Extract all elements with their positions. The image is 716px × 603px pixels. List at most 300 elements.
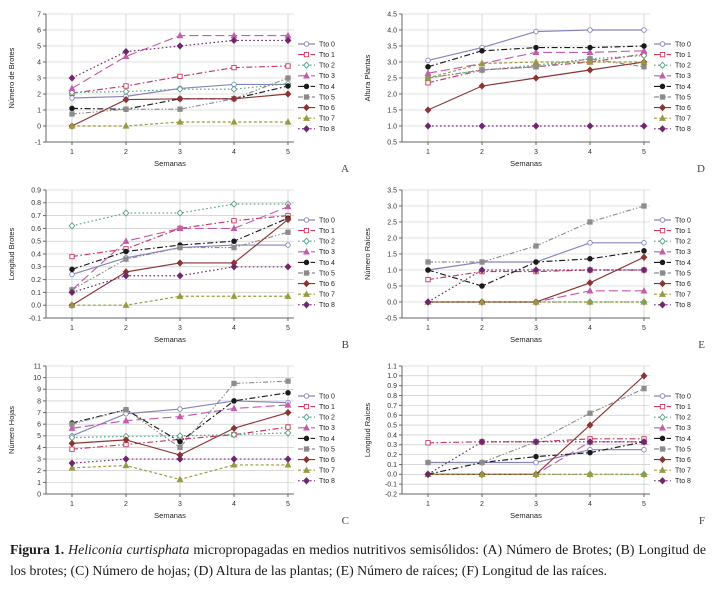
y-axis-title: Número Hojas	[7, 406, 16, 454]
legend-marker-tto-8	[660, 302, 666, 308]
marker-tto-3	[123, 238, 128, 243]
marker-tto-8	[69, 75, 75, 81]
y-tick-label: 1	[37, 107, 41, 115]
legend-label: Tto 4	[319, 83, 335, 91]
panel-letter: B	[341, 339, 349, 351]
marker-tto-5	[588, 411, 592, 415]
y-tick-label: 5	[37, 43, 41, 51]
marker-tto-8	[231, 456, 237, 462]
y-tick-label: 0.8	[387, 392, 397, 400]
legend-item-tto-8	[654, 478, 691, 485]
x-tick-label: 1	[426, 149, 430, 156]
x-tick-label: 3	[178, 501, 182, 508]
marker-tto-8	[123, 49, 129, 55]
legend-label: Tto 1	[319, 52, 335, 59]
legend-label: Tto 0	[319, 217, 335, 225]
legend-label: Tto 5	[675, 446, 691, 454]
marker-tto-6	[177, 260, 183, 266]
x-axis-title: Semanas	[154, 159, 186, 168]
x-tick-label: 5	[286, 501, 290, 508]
marker-tto-5	[426, 260, 430, 264]
marker-tto-5	[124, 257, 128, 261]
marker-tto-1	[178, 74, 182, 78]
marker-tto-4	[534, 454, 539, 459]
marker-tto-4	[232, 239, 237, 244]
legend-marker-tto-0	[660, 394, 665, 399]
marker-tto-0	[588, 28, 593, 33]
legend-marker-tto-2	[304, 62, 310, 68]
panel-letter: A	[341, 163, 349, 175]
marker-tto-4	[426, 268, 431, 273]
figure-caption	[10, 540, 706, 581]
legend-marker-tto-8	[304, 478, 310, 484]
x-tick-label: 2	[480, 149, 484, 156]
panel-letter: D	[697, 163, 705, 175]
marker-tto-8	[587, 123, 593, 129]
marker-tto-6	[425, 107, 431, 113]
legend-label: Tto 7	[675, 467, 691, 475]
marker-tto-8	[285, 456, 291, 462]
y-tick-label: -1	[34, 139, 41, 147]
legend-marker-tto-8	[660, 478, 666, 484]
legend-item-tto-6	[654, 281, 691, 288]
y-tick-label: 7	[37, 409, 41, 417]
y-tick-label: 2	[37, 468, 41, 476]
legend-marker-tto-1	[660, 52, 664, 56]
x-tick-label: 4	[588, 149, 592, 156]
y-tick-labels	[385, 363, 397, 498]
legend-item-tto-0	[298, 393, 335, 400]
x-tick-label: 2	[480, 501, 484, 508]
legend-marker-tto-0	[304, 218, 309, 223]
y-tick-label: 11	[33, 363, 41, 371]
legend-marker-tto-4	[304, 436, 309, 441]
marker-tto-0	[534, 29, 539, 34]
marker-tto-4	[588, 257, 593, 262]
legend-label: Tto 3	[319, 425, 335, 433]
y-tick-label: 2.5	[387, 75, 397, 83]
marker-tto-5	[232, 245, 236, 249]
x-axis-title: Semanas	[510, 511, 542, 520]
marker-tto-2	[285, 430, 291, 436]
marker-tto-3	[587, 288, 592, 293]
y-tick-label: 0.7	[31, 213, 41, 220]
marker-tto-3	[69, 86, 74, 91]
legend-label: Tto 0	[675, 393, 691, 401]
legend-marker-tto-5	[304, 271, 308, 275]
chart-d-altura-plantas	[358, 4, 712, 180]
marker-tto-6	[285, 91, 291, 97]
marker-tto-8	[69, 460, 75, 466]
legend-marker-tto-6	[660, 281, 666, 287]
legend-item-tto-0	[298, 41, 335, 48]
legend-label: Tto 2	[675, 414, 691, 422]
marker-tto-5	[178, 107, 182, 111]
x-tick-label: 4	[588, 325, 592, 332]
legend-label: Tto 4	[319, 435, 335, 443]
legend-item-tto-2	[298, 414, 335, 421]
legend-marker-tto-5	[660, 95, 664, 99]
marker-tto-6	[69, 440, 75, 446]
legend-marker-tto-0	[304, 42, 309, 47]
x-tick-labels	[426, 501, 646, 508]
legend-label: Tto 4	[319, 259, 335, 267]
marker-tto-5	[178, 445, 182, 449]
marker-tto-1	[286, 425, 290, 429]
x-tick-label: 3	[178, 149, 182, 156]
x-tick-label: 2	[480, 325, 484, 332]
legend-marker-tto-2	[304, 414, 310, 420]
charts-grid	[2, 4, 716, 532]
legend-label: Tto 7	[675, 291, 691, 299]
legend-item-tto-8	[298, 126, 335, 133]
y-tick-label: 0.5	[387, 422, 397, 430]
x-tick-label: 3	[534, 149, 538, 156]
legend-marker-tto-5	[304, 447, 308, 451]
legend-label: Tto 8	[319, 126, 335, 134]
marker-tto-2	[177, 210, 183, 216]
y-tick-labels	[35, 11, 41, 146]
legend-label: Tto 1	[319, 228, 335, 235]
legend-item-tto-6	[654, 105, 691, 112]
legend-marker-tto-0	[660, 42, 665, 47]
x-axis-title: Semanas	[510, 335, 542, 344]
legend-marker-tto-5	[660, 271, 664, 275]
y-axis-title: Longitud Brotes	[7, 227, 16, 281]
marker-tto-7	[231, 293, 236, 298]
x-tick-label: 5	[642, 149, 646, 156]
y-tick-label: 1.5	[387, 251, 397, 259]
marker-tto-5	[286, 379, 290, 383]
legend-item-tto-4	[298, 436, 335, 443]
legend-label: Tto 5	[675, 270, 691, 278]
legend-label: Tto 7	[675, 115, 691, 123]
x-tick-label: 5	[286, 149, 290, 156]
legend-label: Tto 2	[675, 62, 691, 70]
legend-item-tto-0	[654, 217, 691, 224]
marker-tto-0	[70, 96, 75, 101]
caption-species: Heliconia curtisphata	[64, 542, 190, 557]
x-tick-label: 5	[286, 325, 290, 332]
marker-tto-8	[123, 456, 129, 462]
marker-tto-0	[178, 407, 183, 412]
legend-label: Tto 5	[675, 94, 691, 102]
legend-marker-tto-4	[660, 84, 665, 89]
marker-tto-1	[426, 441, 430, 445]
x-tick-label: 4	[232, 501, 236, 508]
legend-item-tto-8	[654, 126, 691, 133]
legend-label: Tto 5	[319, 94, 335, 102]
panel-letter: F	[698, 515, 705, 527]
legend-label: Tto 2	[319, 62, 335, 70]
marker-tto-6	[587, 67, 593, 73]
y-tick-label: 0.2	[31, 277, 41, 284]
marker-tto-5	[534, 65, 538, 69]
legend-item-tto-4	[654, 260, 691, 267]
legend-item-tto-2	[654, 238, 691, 245]
y-tick-label: 0.2	[387, 452, 397, 460]
gridlines	[46, 366, 294, 494]
legend-label: Tto 8	[319, 478, 335, 486]
legend-label: Tto 4	[675, 435, 691, 443]
legend-label: Tto 6	[319, 281, 335, 288]
legend-label: Tto 2	[319, 238, 335, 246]
legend-item-tto-3	[298, 425, 335, 432]
legend-item-tto-6	[298, 281, 335, 288]
legend-marker-tto-6	[660, 105, 666, 111]
marker-tto-0	[534, 460, 539, 465]
marker-tto-8	[177, 43, 183, 49]
y-tick-label: 3	[37, 75, 41, 83]
marker-tto-4	[286, 390, 291, 395]
marker-tto-4	[588, 450, 593, 455]
legend-item-tto-6	[298, 105, 335, 112]
marker-tto-8	[231, 264, 237, 270]
legend	[654, 41, 691, 133]
legend-marker-tto-0	[660, 218, 665, 223]
gridlines	[402, 14, 650, 142]
legend-marker-tto-5	[660, 447, 664, 451]
legend-item-tto-8	[298, 302, 335, 309]
y-tick-labels	[33, 363, 41, 498]
x-tick-labels	[70, 501, 290, 508]
y-tick-label: 3.0	[387, 203, 397, 211]
legend-label: Tto 8	[675, 302, 691, 310]
legend	[298, 41, 335, 133]
marker-tto-5	[534, 244, 538, 248]
legend-item-tto-5	[298, 94, 335, 101]
y-tick-label: 4.5	[387, 11, 397, 19]
y-tick-label: 0.5	[31, 238, 41, 246]
marker-tto-4	[588, 45, 593, 50]
legend-label: Tto 1	[319, 404, 335, 411]
marker-tto-0	[642, 28, 647, 33]
y-tick-label: 7	[37, 11, 41, 19]
legend-label: Tto 0	[675, 41, 691, 49]
y-tick-label: 0.3	[31, 264, 41, 272]
marker-tto-5	[480, 460, 484, 464]
x-tick-labels	[426, 325, 646, 332]
x-tick-labels	[70, 325, 290, 332]
marker-tto-8	[641, 123, 647, 129]
y-tick-label: 0.1	[31, 289, 41, 297]
marker-tto-0	[286, 243, 291, 248]
legend-item-tto-1	[654, 52, 691, 59]
x-axis-title: Semanas	[154, 511, 186, 520]
y-tick-label: 1.0	[387, 267, 397, 275]
marker-tto-1	[286, 64, 290, 68]
legend-item-tto-2	[298, 238, 335, 245]
y-tick-label: 1.0	[387, 123, 397, 131]
x-tick-label: 1	[426, 325, 430, 332]
legend-item-tto-0	[298, 217, 335, 224]
marker-tto-4	[426, 65, 431, 70]
y-tick-labels	[387, 11, 397, 146]
legend-label: Tto 7	[319, 291, 335, 299]
marker-tto-1	[70, 254, 74, 258]
legend-marker-tto-1	[660, 404, 664, 408]
legend-marker-tto-6	[304, 281, 310, 287]
legend-label: Tto 2	[319, 414, 335, 422]
legend-marker-tto-2	[660, 414, 666, 420]
legend-item-tto-5	[298, 446, 335, 453]
marker-tto-4	[124, 249, 129, 254]
y-tick-labels	[29, 187, 41, 322]
legend-item-tto-7	[298, 115, 335, 122]
marker-tto-8	[285, 264, 291, 270]
marker-tto-5	[124, 107, 128, 111]
legend-item-tto-3	[298, 73, 335, 80]
y-tick-label: 1.0	[387, 373, 397, 381]
legend-label: Tto 6	[319, 105, 335, 112]
legend-label: Tto 3	[675, 425, 691, 433]
y-tick-label: 2.5	[387, 219, 397, 227]
legend-item-tto-3	[654, 73, 691, 80]
legend-item-tto-1	[654, 404, 691, 411]
marker-tto-5	[286, 76, 290, 80]
legend-item-tto-6	[654, 457, 691, 464]
y-tick-label: 0.6	[31, 225, 41, 233]
y-tick-label: -0.2	[384, 491, 397, 499]
y-tick-label: 0.4	[387, 432, 397, 440]
marker-tto-4	[534, 45, 539, 50]
legend-marker-tto-1	[660, 228, 664, 232]
y-tick-label: 3.0	[387, 59, 397, 67]
x-tick-label: 5	[642, 501, 646, 508]
panel-letter: E	[698, 339, 705, 351]
marker-tto-4	[70, 267, 75, 272]
gridlines	[402, 190, 650, 318]
marker-tto-4	[642, 44, 647, 49]
marker-tto-8	[231, 37, 237, 43]
legend-label: Tto 8	[675, 126, 691, 134]
legend-marker-tto-6	[304, 105, 310, 111]
y-tick-label: 4	[37, 59, 41, 67]
marker-tto-4	[70, 106, 75, 111]
marker-tto-4	[480, 49, 485, 54]
marker-tto-6	[641, 254, 647, 260]
y-tick-label: 4	[37, 444, 41, 452]
x-tick-label: 5	[642, 325, 646, 332]
y-tick-label: -0.1	[28, 315, 41, 323]
x-tick-label: 1	[70, 149, 74, 156]
legend-item-tto-7	[654, 115, 691, 122]
y-tick-label: 10	[33, 375, 41, 383]
x-tick-label: 3	[178, 325, 182, 332]
marker-tto-8	[479, 123, 485, 129]
marker-tto-6	[231, 425, 237, 431]
legend-label: Tto 0	[319, 393, 335, 401]
marker-tto-7	[285, 462, 290, 467]
marker-tto-4	[286, 84, 291, 89]
legend-marker-tto-2	[660, 238, 666, 244]
legend-marker-tto-1	[304, 52, 308, 56]
legend-item-tto-8	[654, 302, 691, 309]
legend-marker-tto-1	[304, 228, 308, 232]
x-tick-label: 1	[70, 501, 74, 508]
x-tick-label: 4	[232, 325, 236, 332]
x-tick-label: 2	[124, 325, 128, 332]
legend-label: Tto 3	[319, 249, 335, 257]
marker-tto-4	[534, 260, 539, 265]
legend-label: Tto 4	[675, 83, 691, 91]
y-tick-label: 0.5	[387, 139, 397, 147]
legend-marker-tto-8	[304, 302, 310, 308]
marker-tto-4	[178, 439, 183, 444]
marker-tto-5	[70, 422, 74, 426]
caption-label: Figura 1.	[10, 542, 65, 557]
legend-item-tto-7	[654, 291, 691, 298]
legend-label: Tto 7	[319, 467, 335, 475]
legend-item-tto-4	[298, 84, 335, 91]
legend-item-tto-2	[298, 62, 335, 69]
marker-tto-4	[232, 399, 237, 404]
y-tick-label: 9	[37, 386, 41, 394]
y-tick-label: 0.3	[387, 442, 397, 450]
legend-item-tto-7	[298, 467, 335, 474]
panel-letter: C	[341, 515, 349, 527]
x-tick-label: 2	[124, 149, 128, 156]
legend-item-tto-4	[298, 260, 335, 267]
x-axis-title: Semanas	[510, 159, 542, 168]
y-tick-label: 0.5	[387, 283, 397, 291]
y-tick-label: 0.4	[31, 251, 41, 259]
legend-marker-tto-6	[660, 457, 666, 463]
legend-item-tto-7	[298, 291, 335, 298]
marker-tto-2	[231, 201, 237, 207]
axes	[43, 14, 294, 145]
legend-marker-tto-6	[304, 457, 310, 463]
legend-item-tto-5	[654, 270, 691, 277]
marker-tto-8	[285, 37, 291, 43]
y-tick-label: 5	[37, 433, 41, 441]
legend-item-tto-5	[298, 270, 335, 277]
y-tick-label: 3	[37, 456, 41, 464]
marker-tto-0	[642, 241, 647, 246]
marker-tto-6	[479, 83, 485, 89]
legend-marker-tto-0	[304, 394, 309, 399]
marker-tto-1	[124, 84, 128, 88]
y-tick-label: 3.5	[387, 43, 397, 51]
legend-label: Tto 5	[319, 270, 335, 278]
marker-tto-0	[642, 447, 647, 452]
y-tick-label: 0.9	[387, 383, 397, 391]
marker-tto-1	[232, 219, 236, 223]
caption-text: micropropagadas en medios nutritivos semisólidos: (A) Número de Brotes; (B) Longitud de los brotes; (C) Número de hojas; (D) Altura de las plantas; (E) Número de raíces; (F) Longitud de las raíces.	[10, 542, 706, 578]
y-tick-label: 2.0	[387, 91, 397, 99]
marker-tto-0	[426, 58, 431, 63]
x-tick-label: 1	[70, 325, 74, 332]
legend-item-tto-3	[654, 249, 691, 256]
legend-item-tto-0	[654, 41, 691, 48]
legend-marker-tto-4	[304, 260, 309, 265]
y-tick-label: 0.0	[31, 302, 41, 310]
marker-tto-1	[426, 277, 430, 281]
legend-item-tto-1	[654, 228, 691, 235]
x-tick-labels	[426, 149, 646, 156]
y-tick-label: 0.0	[387, 299, 397, 307]
y-tick-label: 2	[37, 91, 41, 99]
marker-tto-5	[588, 220, 592, 224]
legend-marker-tto-8	[304, 126, 310, 132]
y-tick-label: 6	[37, 421, 41, 429]
legend-marker-tto-5	[304, 95, 308, 99]
marker-tto-8	[177, 456, 183, 462]
legend-label: Tto 6	[675, 457, 691, 464]
y-tick-label: 6	[37, 27, 41, 35]
marker-tto-6	[533, 75, 539, 81]
x-tick-label: 4	[232, 149, 236, 156]
